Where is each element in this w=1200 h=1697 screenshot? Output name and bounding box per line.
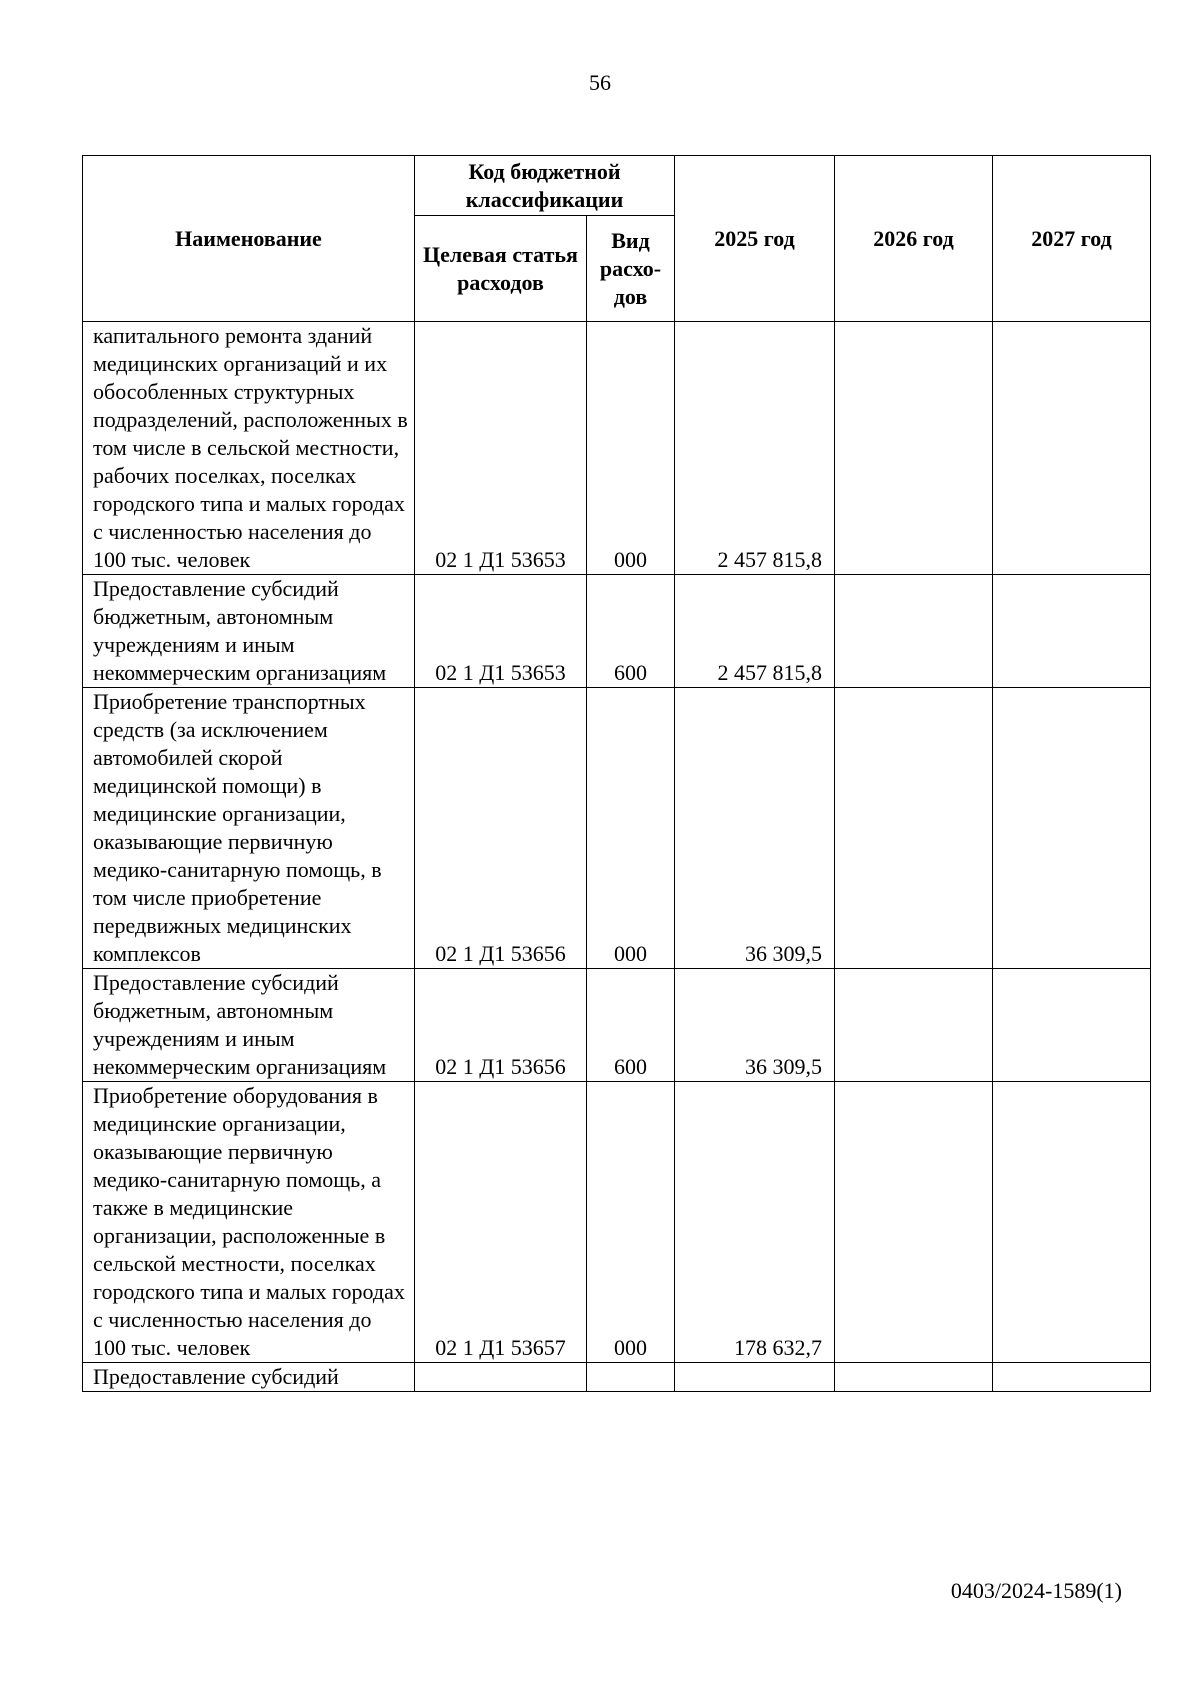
row-expense-type: 600 — [587, 969, 675, 1082]
budget-table — [82, 155, 1151, 1392]
row-name: Приобретение транспортных средств (за исключением автомобилей скорой медицинской помощи) в медицинские организации, оказывающие первичную медико-санитарную помощь, в том числе приобретение передвижных медицинских комплексов — [83, 688, 415, 969]
row-amount-2027 — [993, 575, 1151, 688]
document-registration-code: 0403/2024-1589(1) — [950, 1578, 1122, 1603]
row-amount-2025 — [675, 1363, 835, 1392]
row-target-article: 02 1 Д1 53657 — [415, 1082, 587, 1363]
row-amount-2025: 2 457 815,8 — [675, 575, 835, 688]
row-amount-2027 — [993, 322, 1151, 575]
row-amount-2025: 2 457 815,8 — [675, 322, 835, 575]
table-row — [83, 322, 1151, 575]
row-amount-2027 — [993, 1363, 1151, 1392]
table-body — [83, 322, 1151, 1392]
row-expense-type — [587, 1363, 675, 1392]
row-amount-2025: 36 309,5 — [675, 969, 835, 1082]
row-target-article: 02 1 Д1 53656 — [415, 688, 587, 969]
table-row — [83, 575, 1151, 688]
row-name: Предоставление субсидий бюджетным, автономным учреждениям и иным некоммерческим организациям — [83, 575, 415, 688]
table-row — [83, 1082, 1151, 1363]
row-target-article: 02 1 Д1 53656 — [415, 969, 587, 1082]
header-expense-type: Вид расхо-дов — [587, 216, 675, 322]
row-target-article — [415, 1363, 587, 1392]
row-amount-2026 — [835, 688, 993, 969]
row-amount-2026 — [835, 1082, 993, 1363]
row-target-article: 02 1 Д1 53653 — [415, 322, 587, 575]
row-amount-2025: 178 632,7 — [675, 1082, 835, 1363]
page-number: 56 — [589, 70, 611, 95]
table-row — [83, 1363, 1151, 1392]
header-target-article: Целевая статья расходов — [415, 216, 587, 322]
row-amount-2027 — [993, 969, 1151, 1082]
row-amount-2027 — [993, 688, 1151, 969]
row-target-article: 02 1 Д1 53653 — [415, 575, 587, 688]
row-expense-type: 000 — [587, 322, 675, 575]
row-amount-2026 — [835, 575, 993, 688]
header-year-2025: 2025 год — [675, 156, 835, 322]
row-name: Приобретение оборудования в медицинские организации, оказывающие первичную медико-санитарную помощь, а также в медицинские организации, расположенные в сельской местности, поселках городского типа и малых городах с численностью населения до 100 тыс. человек — [83, 1082, 415, 1363]
row-amount-2026 — [835, 1363, 993, 1392]
header-name: Наименование — [83, 156, 415, 322]
row-expense-type: 000 — [587, 1082, 675, 1363]
row-name: Предоставление субсидий бюджетным, автономным учреждениям и иным некоммерческим организациям — [83, 969, 415, 1082]
row-amount-2027 — [993, 1082, 1151, 1363]
row-name: Предоставление субсидий — [83, 1363, 415, 1392]
row-expense-type: 600 — [587, 575, 675, 688]
table-header — [83, 156, 1151, 322]
row-expense-type: 000 — [587, 688, 675, 969]
header-year-2026: 2026 год — [835, 156, 993, 322]
header-year-2027: 2027 год — [993, 156, 1151, 322]
row-amount-2026 — [835, 322, 993, 575]
row-amount-2026 — [835, 969, 993, 1082]
table-row — [83, 969, 1151, 1082]
row-name: капитального ремонта зданий медицинских организаций и их обособленных структурных подразделений, расположенных в том числе в сельской местности, рабочих поселках, поселках городского типа и малых городах с численностью населения до 100 тыс. человек — [83, 322, 415, 575]
header-budget-code-group: Код бюджетной классификации — [415, 156, 675, 216]
row-amount-2025: 36 309,5 — [675, 688, 835, 969]
table-row — [83, 688, 1151, 969]
